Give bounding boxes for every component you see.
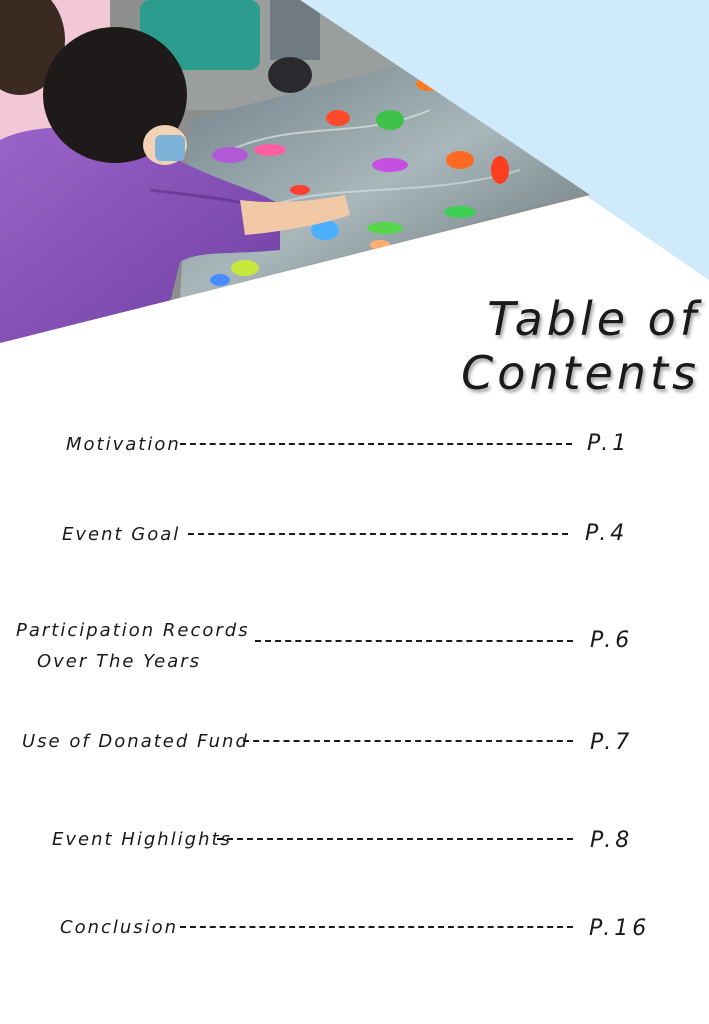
toc-entry-event-highlights[interactable] xyxy=(0,820,709,880)
toc-entry-participation-records[interactable] xyxy=(0,615,709,675)
toc-entry-page-number: P.8 xyxy=(590,828,634,853)
toc-entry-conclusion[interactable] xyxy=(0,908,709,968)
toc-entry-event-goal[interactable] xyxy=(0,515,709,575)
toc-entry-page-number: P.1 xyxy=(587,431,631,456)
toc-leader-dots xyxy=(188,533,568,535)
toc-entry-page-number: P.16 xyxy=(589,916,651,941)
toc-entry-page-number: P.6 xyxy=(590,628,634,653)
toc-leader-dots xyxy=(180,443,572,445)
toc-entry-label: Use of Donated Fund xyxy=(22,731,249,752)
toc-entry-page-number: P.4 xyxy=(585,521,629,546)
toc-entry-page-number: P.7 xyxy=(590,730,634,755)
toc-entry-label: Event Highlights xyxy=(52,829,232,850)
toc-entry-donated-fund[interactable] xyxy=(0,722,709,782)
page-title: Table of Contents xyxy=(461,292,700,400)
toc-leader-dots xyxy=(255,640,573,642)
toc-entry-label: Participation Records Over The Years xyxy=(16,620,250,672)
toc-leader-dots xyxy=(243,740,573,742)
toc-entry-label: Event Goal xyxy=(62,524,181,545)
toc-entry-label: Motivation xyxy=(66,434,181,455)
toc-leader-dots xyxy=(180,926,573,928)
toc-entry-motivation[interactable] xyxy=(0,425,709,485)
toc-leader-dots xyxy=(217,838,573,840)
toc-entry-label: Conclusion xyxy=(60,917,179,938)
